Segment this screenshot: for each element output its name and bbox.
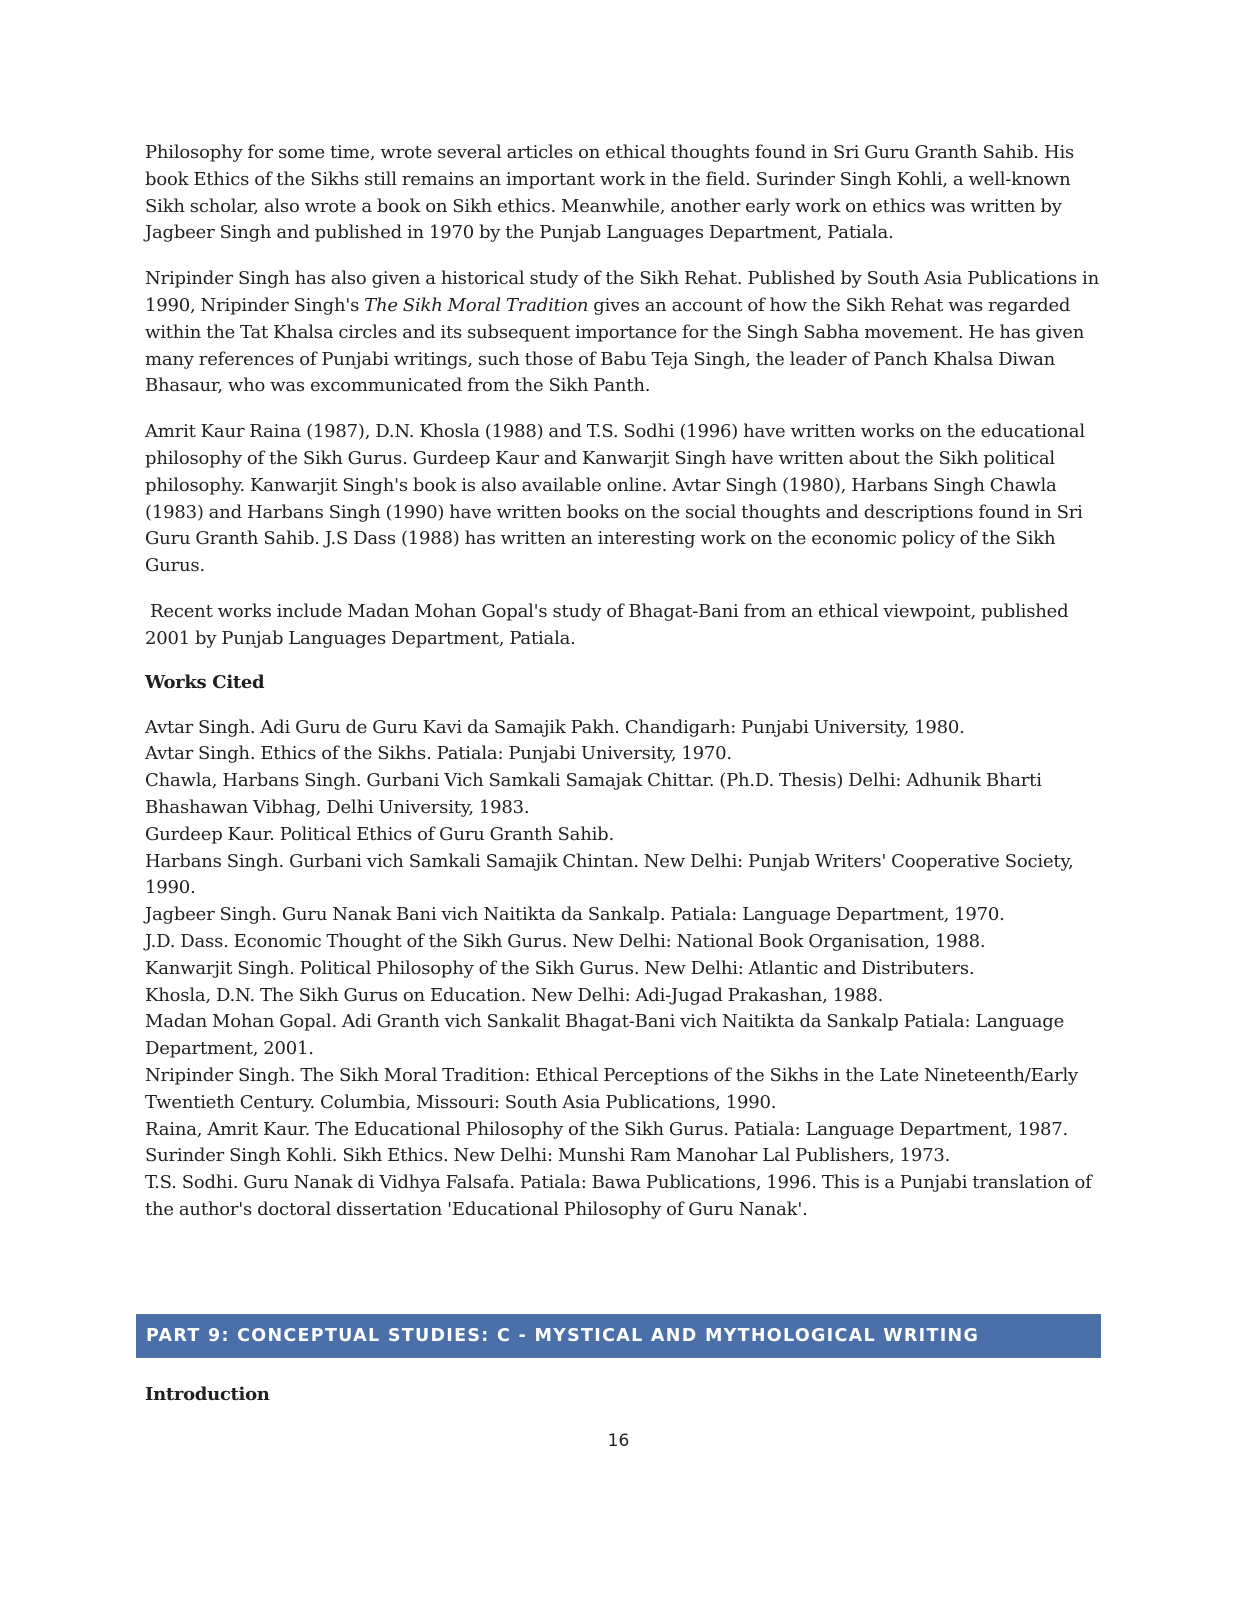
works-cited-list <box>145 715 1105 1224</box>
list-item: Surinder Singh Kohli. Sikh Ethics. New Delhi: Munshi Ram Manohar Lal Publishers, 1973. <box>145 1145 951 1167</box>
paragraph-recent-works: Recent works include Madan Mohan Gopal's study of Bhagat-Bani from an ethical viewpoint, published 2001 by Punjab Languages Department, Patiala. <box>145 600 1074 649</box>
list-item: Jagbeer Singh. Guru Nanak Bani vich Naitikta da Sankalp. Patiala: Language Department, 1970. <box>145 904 1005 926</box>
list-item: Raina, Amrit Kaur. The Educational Philosophy of the Sikh Gurus. Patiala: Language Department, 1987. <box>145 1118 1069 1140</box>
book-title-italic: The Sikh Moral Tradition <box>364 294 589 316</box>
list-item: Nripinder Singh. The Sikh Moral Tradition: Ethical Perceptions of the Sikhs in the Late Nineteenth/Early Twentieth Century. Columbia, Missouri: South Asia Publications, 1990. <box>145 1064 1079 1113</box>
list-item: Khosla, D.N. The Sikh Gurus on Education. New Delhi: Adi-Jugad Prakashan, 1988. <box>145 984 884 1006</box>
paragraph-ethics-overview: Philosophy for some time, wrote several articles on ethical thoughts found in Sri Guru Granth Sahib. His book Ethics of the Sikhs still remains an important work in the field. Surinder Singh Kohli, a well-known Sikh scholar, also wrote a book on Sikh ethics. Meanwhile, another early work on ethics was written by Jagbeer Singh and published in 1970 by the Punjab Languages Department, Patiala. <box>145 142 1075 244</box>
list-item: Harbans Singh. Gurbani vich Samkali Samajik Chintan. New Delhi: Punjab Writers' Cooperative Society, 1990. <box>145 850 1074 899</box>
list-item: J.D. Dass. Economic Thought of the Sikh Gurus. New Delhi: National Book Organisation, 1988. <box>145 930 986 952</box>
list-item: Avtar Singh. Ethics of the Sikhs. Patiala: Punjabi University, 1970. <box>145 743 732 765</box>
paragraph-text-before: Nripinder Singh has also given a historical study of the Sikh Rehat. Published by South Asia Publications in 1990, Nripinder Singh's <box>145 268 1099 316</box>
paragraph-nripinder-singh <box>145 266 1105 400</box>
paragraph-educational-philosophy: Amrit Kaur Raina (1987), D.N. Khosla (1988) and T.S. Sodhi (1996) have written works on the educational philosophy of the Sikh Gurus. Gurdeep Kaur and Kanwarjit Singh have written about the Sikh political philosophy. Kanwarjit Singh's book is also available online. Avtar Singh (1980), Harbans Singh Chawla (1983) and Harbans Singh (1990) have written books on the social thoughts and descriptions found in Sri Guru Granth Sahib. J.S Dass (1988) has written an interesting work on the economic policy of the Sikh Gurus. <box>145 421 1085 577</box>
list-item: Chawla, Harbans Singh. Gurbani Vich Samkali Samajak Chittar. (Ph.D. Thesis) Delhi: Adhunik Bharti Bhashawan Vibhag, Delhi University, 1983. <box>145 770 1042 818</box>
document-body <box>145 140 1105 1224</box>
list-item: Kanwarjit Singh. Political Philosophy of the Sikh Gurus. New Delhi: Atlantic and Distributers. <box>145 957 975 979</box>
introduction-heading: Introduction <box>145 1384 270 1405</box>
page-number: 16 <box>607 1431 630 1451</box>
list-item: Gurdeep Kaur. Political Ethics of Guru Granth Sahib. <box>145 823 614 845</box>
paragraph-text-after: gives an account of how the Sikh Rehat was regarded within the Tat Khalsa circles and its subsequent importance for the Singh Sabha movement. He has given many references of Punjabi writings, such those of Babu Teja Singh, the leader of Panch Khalsa Diwan Bhasaur, who was excommunicated from the Sikh Panth. <box>145 294 1085 397</box>
list-item: Avtar Singh. Adi Guru de Guru Kavi da Samajik Pakh. Chandigarh: Punjabi University, 1980. <box>145 716 965 738</box>
list-item: Madan Mohan Gopal. Adi Granth vich Sankalit Bhagat-Bani vich Naitikta da Sankalp Patiala: Language Department, 2001. <box>145 1011 1065 1060</box>
list-item: T.S. Sodhi. Guru Nanak di Vidhya Falsafa. Patiala: Bawa Publications, 1996. This is a Punjabi translation of the author's doctoral dissertation 'Educational Philosophy of Guru Nanak'. <box>145 1172 1092 1220</box>
works-cited-heading: Works Cited <box>145 671 265 693</box>
section-banner: PART 9: CONCEPTUAL STUDIES: C - MYSTICAL AND MYTHOLOGICAL WRITING <box>136 1314 1101 1358</box>
